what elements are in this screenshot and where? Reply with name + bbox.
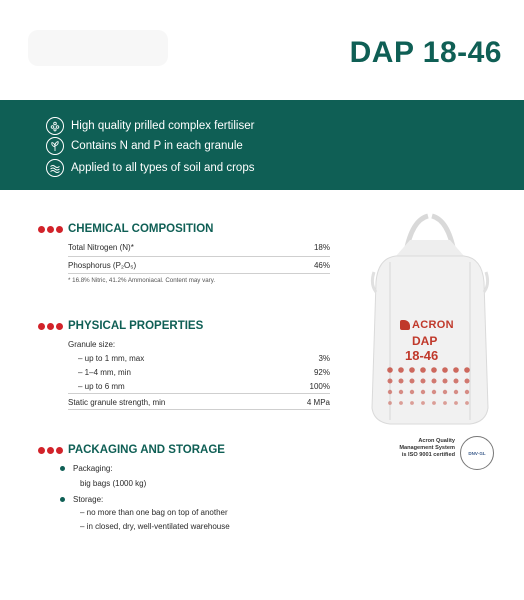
feature-label: Applied to all types of soil and crops — [71, 162, 255, 174]
bag-dot — [399, 390, 403, 394]
bag-brand: ACRON — [412, 319, 454, 331]
row-name: – up to 1 mm, max — [78, 354, 145, 363]
storage-item: – in closed, dry, well-ventilated warehouse — [80, 522, 230, 531]
bag-dot — [420, 367, 426, 373]
row-value: 3% — [318, 354, 330, 363]
section-dots — [38, 226, 63, 233]
section-title: PACKAGING AND STORAGE — [68, 444, 225, 456]
storage-item: – no more than one bag on top of another — [80, 508, 228, 517]
features-band — [0, 100, 524, 190]
bullet-label: Packaging: — [73, 464, 113, 473]
bag-dot — [388, 390, 392, 394]
table-row — [68, 354, 330, 363]
bag-dot — [388, 379, 393, 384]
feature-item-soil — [46, 158, 254, 178]
bag-product: DAP — [412, 334, 438, 348]
certification-text — [385, 438, 455, 460]
bag-dot — [443, 401, 447, 405]
feature-label: High quality prilled complex fertiliser — [71, 120, 255, 132]
table-row — [68, 382, 330, 391]
bag-dot — [399, 379, 404, 384]
packaging-bullet — [60, 464, 113, 473]
row-name: – 1–4 mm, min — [78, 368, 131, 377]
bag-dot — [454, 390, 458, 394]
row-value: 92% — [313, 368, 330, 377]
granules-icon — [46, 117, 64, 135]
acron-logo-icon — [400, 320, 410, 330]
bag-dot — [443, 379, 448, 384]
feature-item-granules — [46, 116, 254, 136]
bag-dot — [464, 367, 470, 373]
bag-dot — [421, 390, 425, 394]
physical-section-heading — [38, 320, 203, 332]
row-value: 46% — [313, 261, 330, 270]
bag-grade: 18-46 — [405, 348, 439, 363]
row-name: Granule size: — [68, 340, 116, 349]
blurred-logo-area — [28, 30, 168, 66]
row-name: Phosphorus (P₂O₅) — [68, 261, 137, 270]
row-value: 4 MPa — [306, 398, 330, 407]
divider — [68, 409, 330, 410]
bag-dot — [465, 401, 469, 405]
leaf-icon — [46, 137, 64, 155]
section-dots — [38, 447, 63, 454]
divider — [68, 256, 330, 257]
table-row — [68, 243, 330, 252]
row-name: – up to 6 mm — [78, 382, 125, 391]
cert-line: Management System — [399, 445, 455, 452]
soil-icon — [46, 159, 64, 177]
product-title: DAP 18-46 — [349, 36, 502, 69]
bag-dot — [465, 379, 470, 384]
section-dots — [38, 323, 63, 330]
bag-dot — [399, 401, 403, 405]
row-value: 100% — [309, 382, 330, 391]
bag-dot — [421, 379, 426, 384]
row-name: Total Nitrogen (N)* — [68, 243, 134, 252]
feature-item-nutrients — [46, 136, 243, 156]
bullet-dot — [60, 466, 65, 471]
table-row — [68, 368, 330, 377]
bag-dot — [409, 367, 415, 373]
row-value: 18% — [313, 243, 330, 252]
table-row — [68, 261, 330, 270]
bag-dot — [453, 367, 459, 373]
cert-line: is ISO 9001 certified — [401, 452, 455, 459]
bag-dot — [432, 401, 436, 405]
bag-dot — [410, 390, 414, 394]
bag-dot — [442, 367, 448, 373]
table-row — [68, 398, 330, 407]
bag-dot — [410, 401, 414, 405]
seal-label: DNV·GL — [468, 450, 486, 456]
storage-bullet — [60, 495, 103, 504]
bullet-label: Storage: — [73, 495, 104, 504]
certification-seal — [460, 436, 494, 470]
section-title: PHYSICAL PROPERTIES — [68, 320, 204, 332]
bullet-dot — [60, 497, 65, 502]
row-name: Static granule strength, min — [68, 398, 166, 407]
bag-dot — [410, 379, 415, 384]
bag-dot — [398, 367, 404, 373]
bag-dot — [431, 367, 437, 373]
footnote: * 16.8% Nitric, 41.2% Ammoniacal. Content may vary. — [68, 277, 216, 284]
bag-dot — [454, 379, 459, 384]
section-title: CHEMICAL COMPOSITION — [68, 223, 214, 235]
bag-dot — [387, 367, 393, 373]
cert-line: Acron Quality — [418, 438, 455, 444]
bag-logo — [400, 318, 460, 332]
divider — [68, 273, 330, 274]
bag-dot — [454, 401, 458, 405]
bag-dot — [421, 401, 425, 405]
packaging-value: big bags (1000 kg) — [80, 479, 147, 488]
chemical-section-heading — [38, 223, 213, 235]
bag-dot — [432, 390, 436, 394]
divider — [68, 393, 330, 394]
granule-size-label — [68, 340, 330, 349]
bag-dot — [465, 390, 469, 394]
feature-label: Contains N and P in each granule — [71, 140, 243, 152]
bag-dot — [432, 379, 437, 384]
packaging-section-heading — [38, 444, 225, 456]
bag-dot — [443, 390, 447, 394]
bag-dot — [388, 401, 392, 405]
